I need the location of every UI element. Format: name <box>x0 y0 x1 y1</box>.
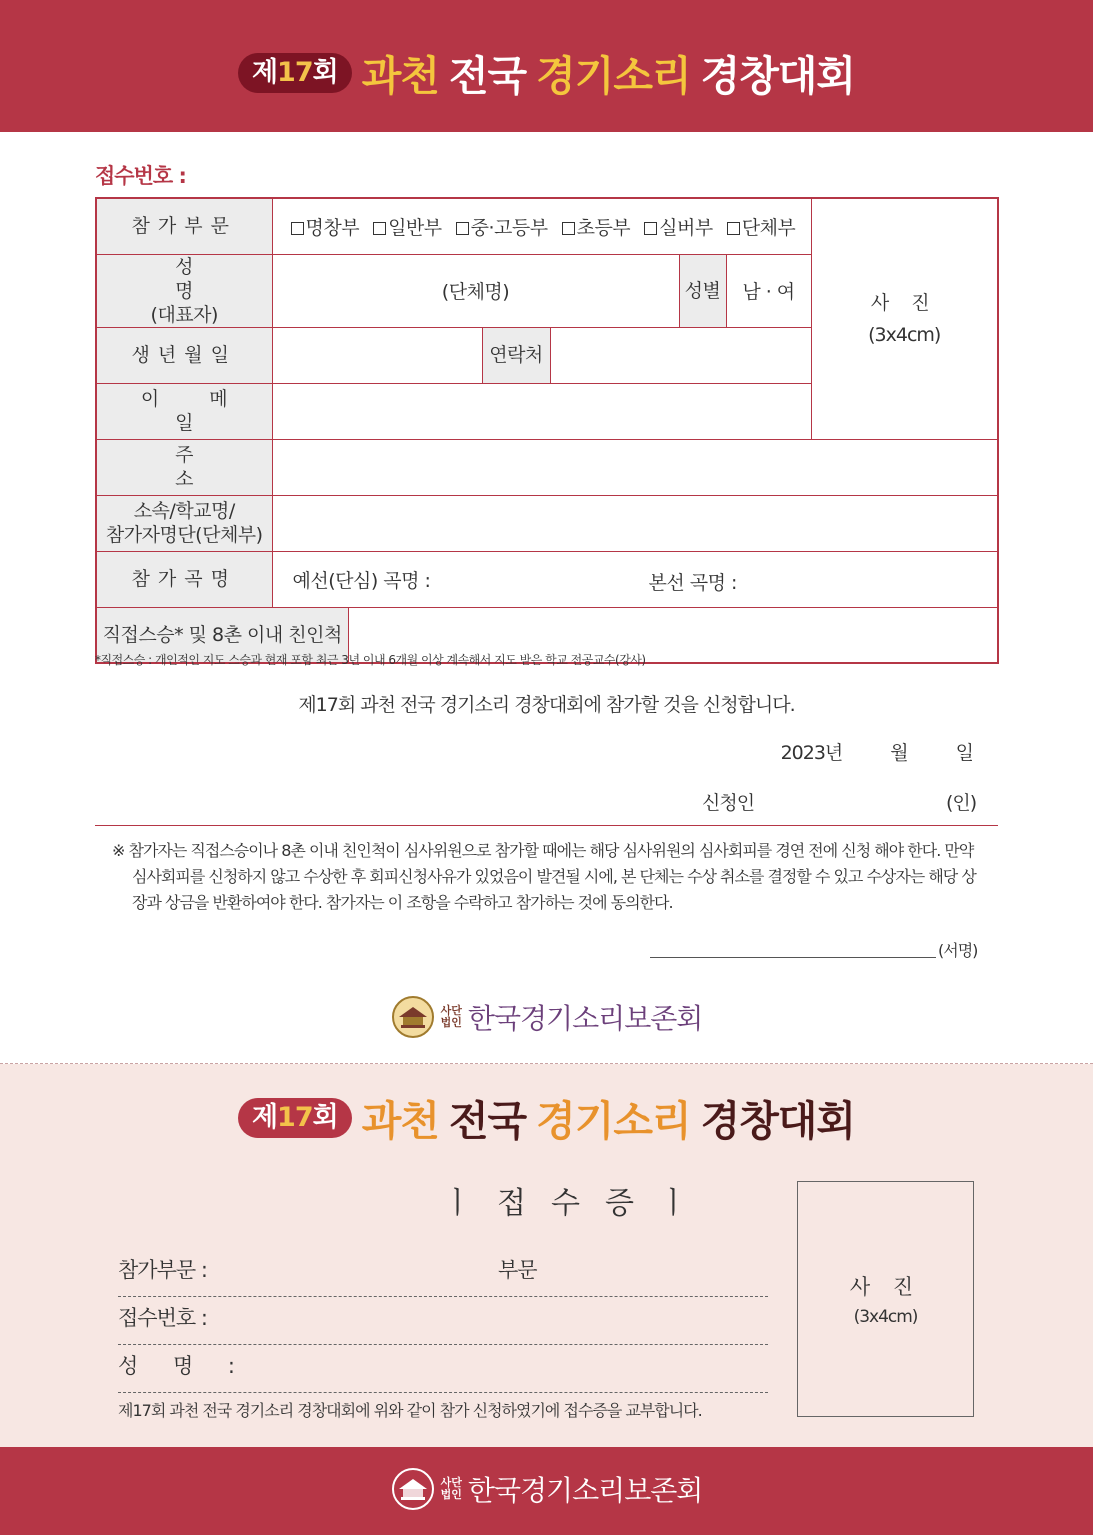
title-national: 전국 <box>448 52 527 100</box>
title-gwacheon: 과천 <box>361 52 439 100</box>
photo-label: 사 진 <box>870 291 938 314</box>
seal-label: (인) <box>946 792 977 814</box>
footer-banner <box>0 1447 1093 1535</box>
category-options <box>272 198 811 254</box>
affiliation-label-line2: 참가자명단(단체부) <box>105 524 263 546</box>
contact-field[interactable] <box>550 327 811 383</box>
palace-emblem-icon <box>391 995 435 1039</box>
photo-size: (3x4cm) <box>868 323 941 346</box>
footer-organization-logo <box>0 1467 1093 1511</box>
receipt-header-title <box>0 1088 1093 1147</box>
application-date <box>781 738 973 765</box>
registration-number-label: 접수번호 : <box>95 164 186 188</box>
category-option-master[interactable]: 명창부 <box>291 213 360 240</box>
checkbox-icon[interactable] <box>291 222 304 235</box>
applicant-label: 신청인 <box>702 792 755 814</box>
receipt-title-gyeonggi-sori: 경기소리 <box>536 1097 691 1145</box>
receipt-category-row[interactable] <box>118 1254 768 1297</box>
organization-logo <box>0 995 1093 1039</box>
prelim-song-label: 예선(단심) 곡명 : <box>292 569 431 592</box>
photo-box <box>811 198 998 439</box>
receipt-title-competition: 경창대회 <box>700 1097 856 1145</box>
section-divider <box>95 825 998 826</box>
recusal-notice: ※ 참가자는 직접스승이나 8촌 이내 친인척이 심사위원으로 참가할 때에는 해당 심사위원의 심사회피를 경연 전에 신청 해야 한다. 만약 심사회피를 신청하지 않고 수상한 후 회피신청사유가 있었음이 발견될 시에, 본 단체는 수상 취소를 결정할 수 있고 수상자는 해당 상장과 상금을 반환하여야 한다. 참가자는 이 조항을 수락하고 참가하는 것에 동의한다. <box>112 841 976 912</box>
receipt-registration-label: 접수번호 : <box>118 1306 207 1330</box>
final-song-label: 본선 곡명 : <box>648 571 737 594</box>
receipt-title-gwacheon: 과천 <box>361 1097 439 1145</box>
affiliation-label-line1: 소속/학교명/ <box>133 500 235 522</box>
date-month: 월 <box>890 742 908 764</box>
checkbox-icon[interactable] <box>727 222 740 235</box>
application-form-table <box>95 197 999 664</box>
checkbox-icon[interactable] <box>373 222 386 235</box>
header-title <box>0 43 1093 102</box>
relative-label: 직접스승* 및 8촌 이내 친인척 <box>96 607 348 663</box>
receipt-title-national: 전국 <box>448 1097 527 1145</box>
org-name: 한국경기소리보존회 <box>467 1002 703 1035</box>
edition-badge: 제17회 <box>238 53 352 93</box>
signature-label: (서명) <box>938 941 978 960</box>
receipt-category-suffix: 부문 <box>498 1258 537 1282</box>
category-option-elementary[interactable]: 초등부 <box>562 213 631 240</box>
receipt-category-label: 참가부문 : <box>118 1258 207 1282</box>
name-label: 성 명 <box>175 255 244 302</box>
category-label: 참가부문 <box>96 198 272 254</box>
signature-line[interactable] <box>650 957 936 958</box>
footer-palace-emblem-icon <box>391 1467 435 1511</box>
category-option-silver[interactable]: 실버부 <box>644 213 713 240</box>
footer-org-type: 사단 법인 <box>440 1476 462 1501</box>
category-option-general[interactable]: 일반부 <box>373 213 442 240</box>
category-option-secondary[interactable]: 중·고등부 <box>456 213 548 240</box>
birth-field[interactable] <box>272 327 482 383</box>
title-competition: 경창대회 <box>700 52 856 100</box>
receipt-name-label: 성 명 : <box>118 1354 234 1378</box>
name-hint: (단체명) <box>441 281 510 303</box>
name-field[interactable] <box>272 254 679 327</box>
application-statement: 제17회 과천 전국 경기소리 경창대회에 참가할 것을 신청합니다. <box>298 694 795 716</box>
name-sub-label: (대표자) <box>150 303 218 326</box>
footer-org-name: 한국경기소리보존회 <box>467 1474 703 1507</box>
receipt-confirmation: 제17회 과천 전국 경기소리 경창대회에 위와 같이 참가 신청하였기에 접수증을 교부합니다. <box>118 1401 702 1420</box>
checkbox-icon[interactable] <box>644 222 657 235</box>
footnote: *직접스승 : 개인적인 지도 스승과 현재 포함 최근 3년 이내 6개월 이상 계속해서 지도 받은 학교 전공교수(강사) <box>95 653 646 667</box>
receipt-photo-label: 사 진 <box>849 1275 922 1299</box>
song-field[interactable] <box>272 551 998 607</box>
address-label: 주 소 <box>96 439 272 495</box>
date-day: 일 <box>955 742 973 764</box>
birth-label: 생년월일 <box>96 327 272 383</box>
gender-field[interactable]: 남 · 여 <box>726 254 811 327</box>
name-label-cell <box>96 254 272 327</box>
checkbox-icon[interactable] <box>456 222 469 235</box>
org-type: 사단 법인 <box>440 1004 462 1029</box>
receipt-title: ㅣ접수증ㅣ <box>443 1186 713 1221</box>
receipt-photo-size: (3x4cm) <box>853 1307 918 1327</box>
email-label: 이 메 일 <box>96 383 272 439</box>
checkbox-icon[interactable] <box>562 222 575 235</box>
receipt-name-row[interactable] <box>118 1350 768 1393</box>
title-gyeonggi-sori: 경기소리 <box>536 52 691 100</box>
email-field[interactable] <box>272 383 811 439</box>
address-field[interactable] <box>272 439 998 495</box>
date-year: 2023년 <box>780 742 843 764</box>
affiliation-label-cell <box>96 495 272 551</box>
song-label: 참가곡명 <box>96 551 272 607</box>
category-option-group[interactable]: 단체부 <box>727 213 796 240</box>
receipt-registration-row[interactable] <box>118 1302 768 1345</box>
receipt-edition-badge: 제17회 <box>238 1098 352 1138</box>
affiliation-field[interactable] <box>272 495 998 551</box>
receipt-section <box>0 1064 1093 1447</box>
header-banner <box>0 0 1093 132</box>
receipt-photo-box <box>797 1181 974 1417</box>
gender-label: 성별 <box>679 254 726 327</box>
contact-label: 연락처 <box>482 327 550 383</box>
